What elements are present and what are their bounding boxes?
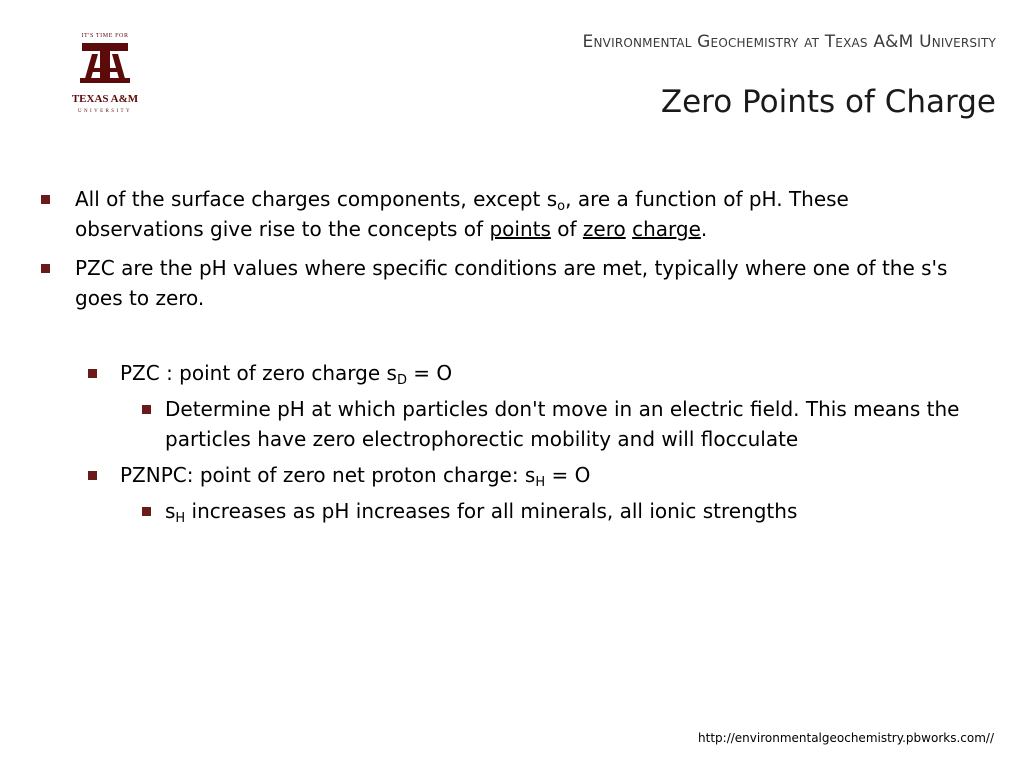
bullet-square-icon [41,195,50,204]
subscript: H [175,511,186,526]
bullet-square-icon [142,507,151,516]
subscript: D [396,373,407,388]
bullet-text: All of the surface charges components, except s [75,187,558,211]
bullet-text: increases as pH increases for all minerals, all ionic strengths [185,499,798,523]
organization-header: Environmental Geochemistry at Texas A&M University [582,32,996,52]
bullet-square-icon [142,405,151,414]
footer-url[interactable]: http://environmentalgeochemistry.pbworks.com// [698,731,994,745]
bullet-pzc [38,358,978,388]
bullet-text: , are a function of pH. These observations give rise to the concepts of [75,187,849,241]
bullet-pznpc [38,460,978,490]
bullet-text: of [550,217,583,241]
underlined-term-charge: charge [632,217,701,241]
spacer [38,322,978,358]
bullet-text: PZNPC: point of zero net proton charge: s [120,463,536,487]
logo-subname: UNIVERSITY [78,109,132,114]
bullet-text: PZC : point of zero charge s [120,361,397,385]
subscript: o [557,199,566,214]
subscript: H [535,475,546,490]
bullet-pzc-detail [38,394,978,454]
bullet-pzc-definition [38,253,978,313]
bullet-text: = O [545,463,591,487]
bullet-text: = O [406,361,453,385]
bullet-square-icon [88,369,97,378]
bullet-text: PZC are the pH values where specific conditions are met, typically where one of the s's goes to zero. [75,256,948,310]
bullet-pznpc-detail [38,496,978,526]
underlined-term-zero: zero [582,217,626,241]
university-logo [62,30,148,116]
bullet-text: s [165,499,176,523]
bullet-surface-charges [38,184,978,244]
slide-content [38,184,978,532]
bullet-text: . [700,217,708,241]
underlined-term-points: points [489,217,551,241]
bullet-square-icon [88,471,97,480]
bullet-text: Determine pH at which particles don't move in an electric field. This means the particles have zero electrophorectic mobility and will flocculate [165,397,960,451]
bullet-square-icon [41,264,50,273]
atm-logo-graphic [62,30,148,116]
slide-title: Zero Points of Charge [660,84,996,120]
logo-name: TEXAS A&M [71,93,139,105]
logo-tagline: IT'S TIME FOR [81,33,129,39]
